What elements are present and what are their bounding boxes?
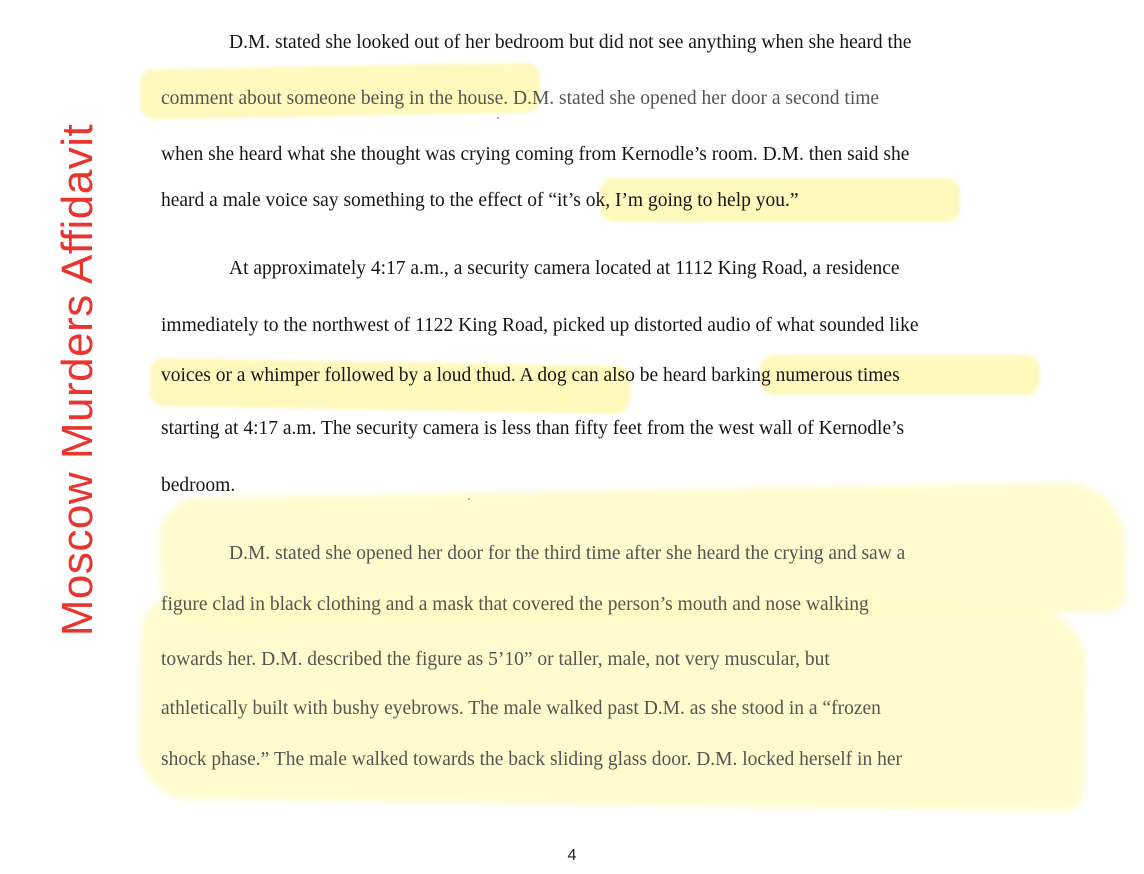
- text-line: At approximately 4:17 a.m., a security camera located at 1112 King Road, a residence: [229, 258, 900, 279]
- text-line: when she heard what she thought was crying coming from Kernodle’s room. D.M. then said she: [161, 144, 910, 165]
- text-line: D.M. stated she opened her door for the third time after she heard the crying and saw a: [229, 543, 906, 564]
- text-line: heard a male voice say something to the effect of “it’s ok, I’m going to help you.”: [161, 190, 799, 211]
- scan-speck: [468, 498, 470, 500]
- side-label-text: Moscow Murders Affidavit: [53, 123, 102, 637]
- text-line: bedroom.: [161, 475, 236, 496]
- scan-speck: [497, 117, 499, 119]
- text-line: shock phase.” The male walked towards the back sliding glass door. D.M. locked herself in her: [161, 749, 902, 770]
- text-line: figure clad in black clothing and a mask that covered the person’s mouth and nose walking: [161, 594, 869, 615]
- text-line: voices or a whimper followed by a loud thud. A dog can also be heard barking numerous times: [161, 365, 900, 386]
- text-line: comment about someone being in the house. D.M. stated she opened her door a second time: [161, 88, 880, 109]
- text-line: towards her. D.M. described the figure as 5’10” or taller, male, not very muscular, but: [161, 649, 830, 670]
- text-line: starting at 4:17 a.m. The security camera is less than fifty feet from the west wall of Kernodle’s: [161, 418, 905, 439]
- text-line: D.M. stated she looked out of her bedroom but did not see anything when she heard the: [229, 32, 912, 53]
- text-line: immediately to the northwest of 1122 King Road, picked up distorted audio of what sounded like: [161, 315, 919, 336]
- page-number: 4: [567, 847, 577, 864]
- text-line: athletically built with bushy eyebrows. The male walked past D.M. as she stood in a “frozen: [161, 698, 881, 719]
